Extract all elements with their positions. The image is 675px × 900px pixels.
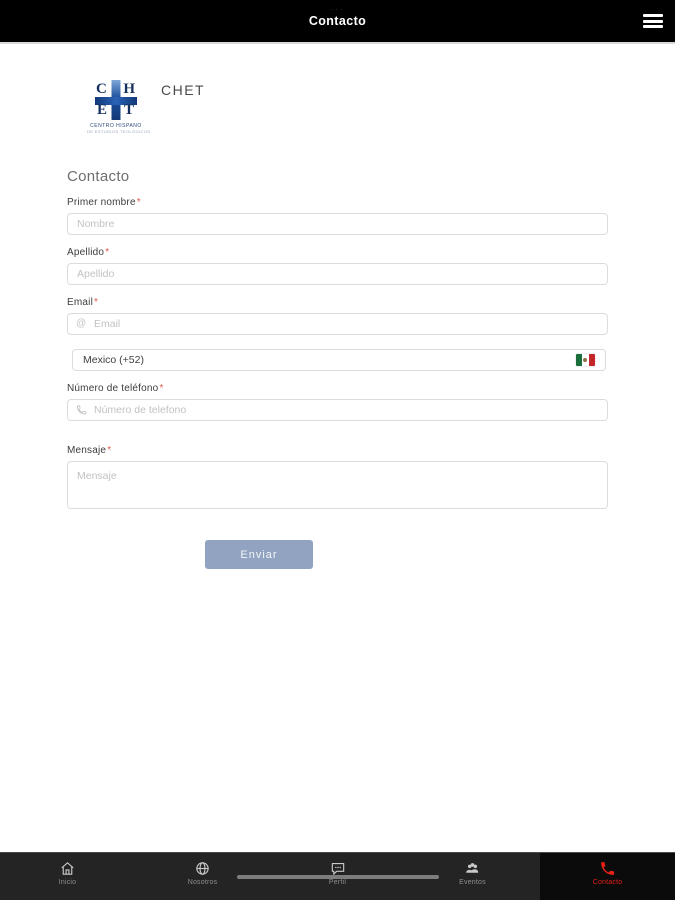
home-icon <box>59 860 76 877</box>
nav-item-label: Perfil <box>328 879 347 886</box>
logo-letter: H <box>123 81 135 97</box>
logo-letter: T <box>123 102 134 118</box>
camera-notch: ··· <box>330 4 345 14</box>
email-input[interactable] <box>67 313 608 335</box>
label-text: Apellido <box>67 247 105 258</box>
contact-page <box>0 46 675 852</box>
country-value: Mexico (+52) <box>83 354 144 366</box>
logo-caption: CENTRO HISPANO <box>90 123 142 129</box>
email-input-wrap <box>67 313 608 335</box>
nav-item-label: Nosotros <box>187 879 218 886</box>
email-group <box>67 297 608 335</box>
people-icon <box>463 860 482 877</box>
nav-item-inicio[interactable] <box>0 853 135 900</box>
label-text: Número de teléfono <box>67 383 159 394</box>
phone-icon <box>599 860 616 877</box>
send-button[interactable]: Enviar <box>205 540 313 569</box>
required-marker: * <box>107 445 112 456</box>
first-name-input[interactable] <box>67 213 608 235</box>
label-text: Email <box>67 297 94 308</box>
message-group <box>67 445 608 514</box>
phone-input-wrap <box>67 399 608 421</box>
nav-item-label: Eventos <box>459 879 486 886</box>
mexico-flag-icon <box>576 354 595 366</box>
nav-item-label: Contacto <box>592 879 623 886</box>
label-text: Primer nombre <box>67 197 136 208</box>
required-marker: * <box>159 383 164 394</box>
hamburger-icon <box>643 25 663 28</box>
hamburger-icon <box>643 14 663 17</box>
first-name-label <box>67 197 608 208</box>
nav-item-contacto[interactable] <box>540 853 675 900</box>
phone-group <box>67 383 608 421</box>
globe-icon <box>194 860 211 877</box>
label-text: Mensaje <box>67 445 107 456</box>
country-select[interactable] <box>72 349 606 371</box>
required-marker: * <box>94 297 99 308</box>
chet-cross-logo-icon <box>91 80 141 120</box>
app-bar <box>0 0 675 44</box>
menu-button[interactable] <box>641 12 665 30</box>
logo-letter: C <box>96 81 107 97</box>
phone-label <box>67 383 608 394</box>
first-name-group <box>67 197 608 235</box>
form-heading: Contacto <box>67 168 130 185</box>
email-label <box>67 297 608 308</box>
at-sign-icon: @ <box>76 318 87 329</box>
message-label <box>67 445 608 456</box>
chet-logo <box>87 80 151 134</box>
last-name-label <box>67 247 608 258</box>
phone-receiver-icon <box>76 405 87 416</box>
logo-subcaption: DE ESTUDIOS TEOLÓGICOS <box>87 129 151 134</box>
phone-input[interactable] <box>67 399 608 421</box>
page-title: Contacto <box>308 14 367 28</box>
hamburger-icon <box>643 20 663 23</box>
brand-name: CHET <box>161 82 206 98</box>
home-indicator[interactable] <box>237 875 439 879</box>
required-marker: * <box>105 247 110 258</box>
last-name-input[interactable] <box>67 263 608 285</box>
message-textarea[interactable] <box>67 461 608 509</box>
nav-item-label: Inicio <box>58 879 77 886</box>
last-name-group <box>67 247 608 285</box>
logo-row <box>87 80 608 134</box>
logo-letter: E <box>97 102 108 118</box>
required-marker: * <box>136 197 141 208</box>
